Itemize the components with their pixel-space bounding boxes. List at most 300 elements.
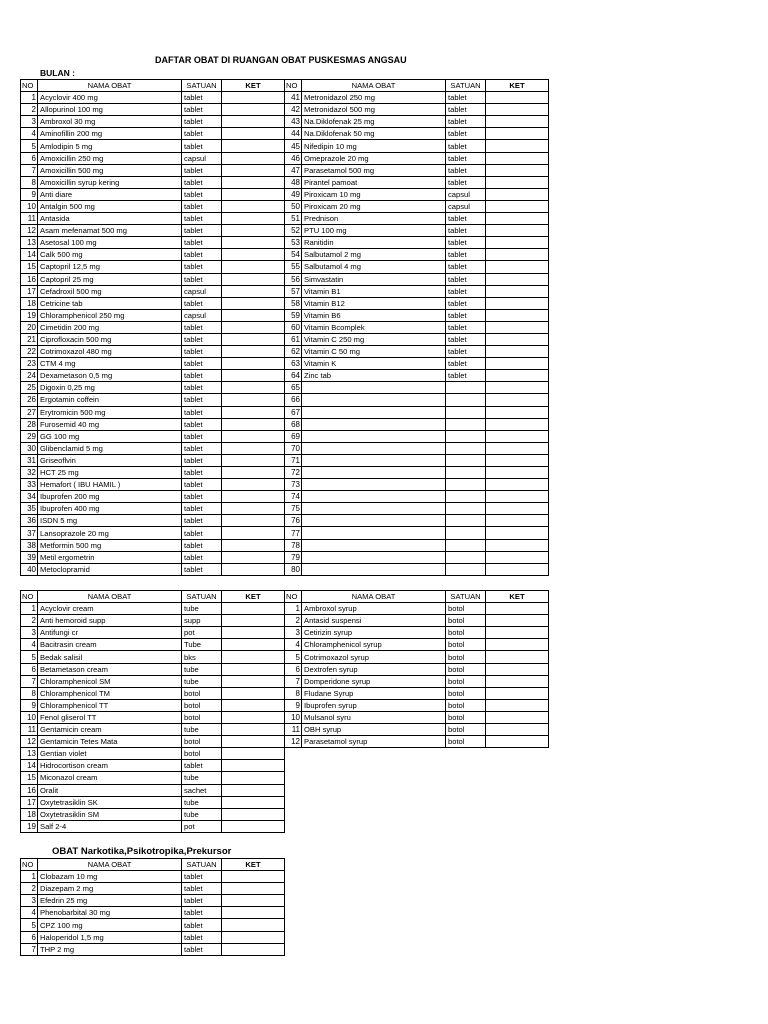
drug-name: Omeprazole 20 mg xyxy=(302,152,446,164)
drug-unit: botol xyxy=(446,663,486,675)
drug-name: Antasida xyxy=(38,213,182,225)
obat-tablet-table-1 xyxy=(20,79,285,576)
drug-unit: tablet xyxy=(182,164,222,176)
row-number: 43 xyxy=(285,116,302,128)
row-number: 45 xyxy=(285,140,302,152)
drug-unit: tablet xyxy=(182,871,222,883)
ket-cell xyxy=(222,164,285,176)
table-row xyxy=(285,164,549,176)
drug-unit xyxy=(446,479,486,491)
ket-cell xyxy=(222,663,285,675)
drug-unit: botol xyxy=(182,748,222,760)
table-row xyxy=(285,711,549,723)
row-number: 5 xyxy=(21,919,38,931)
ket-cell xyxy=(486,442,549,454)
ket-cell xyxy=(486,527,549,539)
drug-name xyxy=(302,382,446,394)
ket-cell xyxy=(222,225,285,237)
row-number: 35 xyxy=(21,503,38,515)
row-number: 31 xyxy=(21,454,38,466)
row-number: 1 xyxy=(21,92,38,104)
drug-name: Metronidazol 500 mg xyxy=(302,104,446,116)
row-number: 9 xyxy=(21,699,38,711)
ket-cell xyxy=(222,871,285,883)
row-number: 10 xyxy=(21,200,38,212)
row-number: 18 xyxy=(21,808,38,820)
ket-cell xyxy=(222,603,285,615)
row-number: 76 xyxy=(285,515,302,527)
drug-unit: tablet xyxy=(446,213,486,225)
row-number: 68 xyxy=(285,418,302,430)
ket-cell xyxy=(486,116,549,128)
row-number: 62 xyxy=(285,346,302,358)
ket-cell xyxy=(486,724,549,736)
row-number: 70 xyxy=(285,442,302,454)
row-number: 47 xyxy=(285,164,302,176)
table-row xyxy=(21,615,285,627)
ket-cell xyxy=(222,273,285,285)
ket-cell xyxy=(486,92,549,104)
drug-unit xyxy=(446,467,486,479)
row-number: 42 xyxy=(285,104,302,116)
drug-name: Hemafort ( IBU HAMIL ) xyxy=(38,479,182,491)
drug-unit: tablet xyxy=(182,176,222,188)
drug-unit: botol xyxy=(446,711,486,723)
drug-name: Amlodipin 5 mg xyxy=(38,140,182,152)
table-row xyxy=(21,213,285,225)
table-row xyxy=(21,454,285,466)
ket-cell xyxy=(222,651,285,663)
table-row xyxy=(21,931,285,943)
row-number: 55 xyxy=(285,261,302,273)
drug-name: Acyclovir 400 mg xyxy=(38,92,182,104)
drug-unit xyxy=(446,442,486,454)
table-header xyxy=(21,591,285,603)
table-row xyxy=(21,285,285,297)
row-number: 64 xyxy=(285,370,302,382)
drug-unit: sachet xyxy=(182,784,222,796)
table-row xyxy=(285,200,549,212)
row-number: 17 xyxy=(21,796,38,808)
drug-name xyxy=(302,563,446,575)
ket-cell xyxy=(486,467,549,479)
drug-unit: tablet xyxy=(182,515,222,527)
row-number: 44 xyxy=(285,128,302,140)
table-row xyxy=(285,467,549,479)
drug-name: Prednison xyxy=(302,213,446,225)
drug-name: Phenobarbital 30 mg xyxy=(38,907,182,919)
table-row xyxy=(285,627,549,639)
drug-unit: tube xyxy=(182,675,222,687)
row-number: 1 xyxy=(285,603,302,615)
row-number: 12 xyxy=(21,225,38,237)
ket-cell xyxy=(222,627,285,639)
table-row xyxy=(21,152,285,164)
drug-unit: botol xyxy=(446,687,486,699)
drug-unit: tablet xyxy=(182,491,222,503)
drug-name: Captopril 12,5 mg xyxy=(38,261,182,273)
drug-name: Salbutamol 2 mg xyxy=(302,249,446,261)
row-number: 74 xyxy=(285,491,302,503)
row-number: 4 xyxy=(21,907,38,919)
drug-name: GG 100 mg xyxy=(38,430,182,442)
drug-unit: botol xyxy=(182,687,222,699)
drug-unit: tablet xyxy=(182,321,222,333)
ket-cell xyxy=(486,491,549,503)
table-row xyxy=(21,515,285,527)
drug-unit: tablet xyxy=(182,237,222,249)
ket-cell xyxy=(486,188,549,200)
drug-name: Na.Diklofenak 25 mg xyxy=(302,116,446,128)
drug-unit xyxy=(446,539,486,551)
table-row xyxy=(285,479,549,491)
table-row xyxy=(21,748,285,760)
row-number: 5 xyxy=(21,651,38,663)
ket-cell xyxy=(222,479,285,491)
drug-name: Chloramphenicol SM xyxy=(38,675,182,687)
drug-name: Asam mefenamat 500 mg xyxy=(38,225,182,237)
drug-unit: tablet xyxy=(182,406,222,418)
drug-name xyxy=(302,467,446,479)
drug-unit: tablet xyxy=(182,213,222,225)
drug-unit: tablet xyxy=(446,225,486,237)
drug-unit: tube xyxy=(182,663,222,675)
drug-unit: tablet xyxy=(446,261,486,273)
drug-unit: botol xyxy=(182,699,222,711)
drug-unit: tablet xyxy=(182,919,222,931)
row-number: 11 xyxy=(21,213,38,225)
row-number: 46 xyxy=(285,152,302,164)
row-number: 3 xyxy=(21,627,38,639)
row-number: 28 xyxy=(21,418,38,430)
row-number: 4 xyxy=(21,639,38,651)
ket-cell xyxy=(222,711,285,723)
header-satuan: SATUAN xyxy=(182,591,222,603)
drug-name: Vitamin C 250 mg xyxy=(302,333,446,345)
bulan-label: BULAN : xyxy=(40,68,75,78)
header-row xyxy=(285,591,549,603)
drug-name: Chloramphenicol syrup xyxy=(302,639,446,651)
header-ket: KET xyxy=(222,80,285,92)
row-number: 12 xyxy=(21,736,38,748)
drug-name: Oralit xyxy=(38,784,182,796)
drug-name: Cetricine tab xyxy=(38,297,182,309)
ket-cell xyxy=(486,321,549,333)
table-row xyxy=(285,309,549,321)
table-row xyxy=(285,152,549,164)
table-row xyxy=(285,539,549,551)
ket-cell xyxy=(222,760,285,772)
ket-cell xyxy=(486,285,549,297)
ket-cell xyxy=(222,539,285,551)
row-number: 49 xyxy=(285,188,302,200)
drug-unit: tube xyxy=(182,724,222,736)
ket-cell xyxy=(222,418,285,430)
drug-name xyxy=(302,515,446,527)
drug-name: Ciprofloxacin 500 mg xyxy=(38,333,182,345)
drug-name: ISDN 5 mg xyxy=(38,515,182,527)
drug-unit: tablet xyxy=(182,249,222,261)
table-row xyxy=(21,297,285,309)
drug-unit: tablet xyxy=(182,225,222,237)
row-number: 5 xyxy=(285,651,302,663)
table-row xyxy=(285,285,549,297)
header-satuan: SATUAN xyxy=(446,591,486,603)
ket-cell xyxy=(222,454,285,466)
drug-name xyxy=(302,551,446,563)
drug-name: Efedrin 25 mg xyxy=(38,895,182,907)
drug-name: Glibenclamid 5 mg xyxy=(38,442,182,454)
ket-cell xyxy=(486,418,549,430)
drug-name: Hidrocortison cream xyxy=(38,760,182,772)
ket-cell xyxy=(486,249,549,261)
ket-cell xyxy=(486,639,549,651)
drug-unit: tablet xyxy=(446,152,486,164)
drug-unit: tablet xyxy=(446,321,486,333)
drug-unit: tube xyxy=(182,808,222,820)
table-row xyxy=(285,394,549,406)
ket-cell xyxy=(222,358,285,370)
table-row xyxy=(21,760,285,772)
table-row xyxy=(285,140,549,152)
row-number: 9 xyxy=(21,188,38,200)
obat-narkotika-table xyxy=(20,858,285,956)
drug-unit: tube xyxy=(182,772,222,784)
table-row xyxy=(21,772,285,784)
table-row xyxy=(285,454,549,466)
row-number: 50 xyxy=(285,200,302,212)
row-number: 15 xyxy=(21,261,38,273)
ket-cell xyxy=(222,394,285,406)
table-row xyxy=(21,140,285,152)
drug-unit: botol xyxy=(446,736,486,748)
ket-cell xyxy=(486,551,549,563)
row-number: 2 xyxy=(21,883,38,895)
drug-name: Furosemid 40 mg xyxy=(38,418,182,430)
row-number: 7 xyxy=(285,675,302,687)
row-number: 79 xyxy=(285,551,302,563)
drug-unit: tube xyxy=(182,796,222,808)
drug-name: Parasetamol syrup xyxy=(302,736,446,748)
row-number: 48 xyxy=(285,176,302,188)
row-number: 14 xyxy=(21,249,38,261)
row-number: 54 xyxy=(285,249,302,261)
table-row xyxy=(21,871,285,883)
row-number: 56 xyxy=(285,273,302,285)
drug-name: Simvastatin xyxy=(302,273,446,285)
row-number: 61 xyxy=(285,333,302,345)
drug-name: Vitamin B1 xyxy=(302,285,446,297)
ket-cell xyxy=(222,491,285,503)
header-no: NO xyxy=(21,859,38,871)
drug-name: Metformin 500 mg xyxy=(38,539,182,551)
drug-name: Pirantel pamoat xyxy=(302,176,446,188)
row-number: 60 xyxy=(285,321,302,333)
row-number: 7 xyxy=(21,164,38,176)
narkotika-section-title: OBAT Narkotika,Psikotropika,Prekursor xyxy=(52,846,232,857)
drug-unit: tablet xyxy=(182,931,222,943)
drug-unit: tablet xyxy=(182,297,222,309)
ket-cell xyxy=(222,736,285,748)
table-row xyxy=(21,225,285,237)
row-number: 3 xyxy=(285,627,302,639)
table-header xyxy=(285,591,549,603)
ket-cell xyxy=(486,164,549,176)
drug-unit xyxy=(446,491,486,503)
drug-unit: tablet xyxy=(182,140,222,152)
ket-cell xyxy=(486,603,549,615)
row-number: 20 xyxy=(21,321,38,333)
ket-cell xyxy=(222,333,285,345)
table-row xyxy=(285,675,549,687)
ket-cell xyxy=(486,309,549,321)
table-row xyxy=(21,724,285,736)
table-row xyxy=(21,200,285,212)
ket-cell xyxy=(486,358,549,370)
table-header xyxy=(285,80,549,92)
row-number: 26 xyxy=(21,394,38,406)
drug-name: Aminofillin 200 mg xyxy=(38,128,182,140)
table-row xyxy=(285,515,549,527)
table-row xyxy=(21,358,285,370)
drug-unit: capsul xyxy=(446,188,486,200)
ket-cell xyxy=(222,261,285,273)
ket-cell xyxy=(486,176,549,188)
drug-unit xyxy=(446,515,486,527)
drug-name: Parasetamol 500 mg xyxy=(302,164,446,176)
drug-unit: bks xyxy=(182,651,222,663)
header-row xyxy=(21,859,285,871)
drug-unit: capsul xyxy=(182,152,222,164)
ket-cell xyxy=(486,651,549,663)
drug-unit: tablet xyxy=(182,370,222,382)
ket-cell xyxy=(222,285,285,297)
table-row xyxy=(285,418,549,430)
drug-name xyxy=(302,430,446,442)
table-row xyxy=(21,442,285,454)
drug-name: Salbutamol 4 mg xyxy=(302,261,446,273)
drug-unit: tablet xyxy=(182,551,222,563)
row-number: 72 xyxy=(285,467,302,479)
drug-name: Metoclopramid xyxy=(38,563,182,575)
drug-name: Cimetidin 200 mg xyxy=(38,321,182,333)
drug-name: Clobazam 10 mg xyxy=(38,871,182,883)
table-row xyxy=(21,491,285,503)
row-number: 33 xyxy=(21,479,38,491)
obat-salep-table xyxy=(20,590,285,833)
row-number: 4 xyxy=(285,639,302,651)
drug-unit: tablet xyxy=(182,895,222,907)
row-number: 78 xyxy=(285,539,302,551)
table-row xyxy=(21,687,285,699)
row-number: 3 xyxy=(21,116,38,128)
table-row xyxy=(21,883,285,895)
table-row xyxy=(285,687,549,699)
table-row xyxy=(285,128,549,140)
table-row xyxy=(21,603,285,615)
table-row xyxy=(21,176,285,188)
table-row xyxy=(21,116,285,128)
table-row xyxy=(285,551,549,563)
table-row xyxy=(285,297,549,309)
table-row xyxy=(21,237,285,249)
drug-unit: capsul xyxy=(182,309,222,321)
table-row xyxy=(285,639,549,651)
table-row xyxy=(21,104,285,116)
drug-unit: tablet xyxy=(182,883,222,895)
header-nama-obat: NAMA OBAT xyxy=(302,80,446,92)
drug-unit: tablet xyxy=(446,273,486,285)
table-row xyxy=(21,249,285,261)
ket-cell xyxy=(486,515,549,527)
header-no: NO xyxy=(21,80,38,92)
drug-unit: tablet xyxy=(182,467,222,479)
ket-cell xyxy=(486,699,549,711)
table-row xyxy=(21,92,285,104)
drug-name: Fludane Syrup xyxy=(302,687,446,699)
drug-name: Ibuprofen 200 mg xyxy=(38,491,182,503)
row-number: 77 xyxy=(285,527,302,539)
ket-cell xyxy=(486,394,549,406)
row-number: 11 xyxy=(285,724,302,736)
table-row xyxy=(21,188,285,200)
drug-unit: tablet xyxy=(182,442,222,454)
drug-unit xyxy=(446,551,486,563)
drug-name: Gentamicin Tetes Mata xyxy=(38,736,182,748)
drug-name: Anti hemoroid supp xyxy=(38,615,182,627)
drug-name: Cotrimoxazol syrup xyxy=(302,651,446,663)
row-number: 10 xyxy=(285,711,302,723)
drug-name xyxy=(302,527,446,539)
header-ket: KET xyxy=(222,591,285,603)
row-number: 67 xyxy=(285,406,302,418)
table-row xyxy=(285,273,549,285)
drug-unit: botol xyxy=(446,603,486,615)
drug-unit: tablet xyxy=(446,140,486,152)
row-number: 7 xyxy=(21,943,38,955)
row-number: 80 xyxy=(285,563,302,575)
ket-cell xyxy=(222,467,285,479)
drug-unit: tablet xyxy=(182,333,222,345)
drug-unit: tablet xyxy=(182,418,222,430)
drug-unit: tablet xyxy=(182,261,222,273)
ket-cell xyxy=(486,736,549,748)
header-satuan: SATUAN xyxy=(182,80,222,92)
ket-cell xyxy=(486,479,549,491)
header-nama-obat: NAMA OBAT xyxy=(38,859,182,871)
drug-name: Anti diare xyxy=(38,188,182,200)
drug-name xyxy=(302,503,446,515)
drug-unit: tablet xyxy=(446,128,486,140)
drug-name: Dextrofen syrup xyxy=(302,663,446,675)
ket-cell xyxy=(222,943,285,955)
table-body xyxy=(285,92,549,576)
header-nama-obat: NAMA OBAT xyxy=(38,80,182,92)
table-row xyxy=(285,724,549,736)
row-number: 36 xyxy=(21,515,38,527)
table-row xyxy=(285,382,549,394)
ket-cell xyxy=(222,687,285,699)
drug-unit: botol xyxy=(446,627,486,639)
ket-cell xyxy=(486,237,549,249)
drug-name: CPZ 100 mg xyxy=(38,919,182,931)
drug-unit: botol xyxy=(446,639,486,651)
table-row xyxy=(21,164,285,176)
row-number: 8 xyxy=(285,687,302,699)
table-body xyxy=(285,603,549,748)
drug-unit xyxy=(446,563,486,575)
row-number: 1 xyxy=(21,871,38,883)
